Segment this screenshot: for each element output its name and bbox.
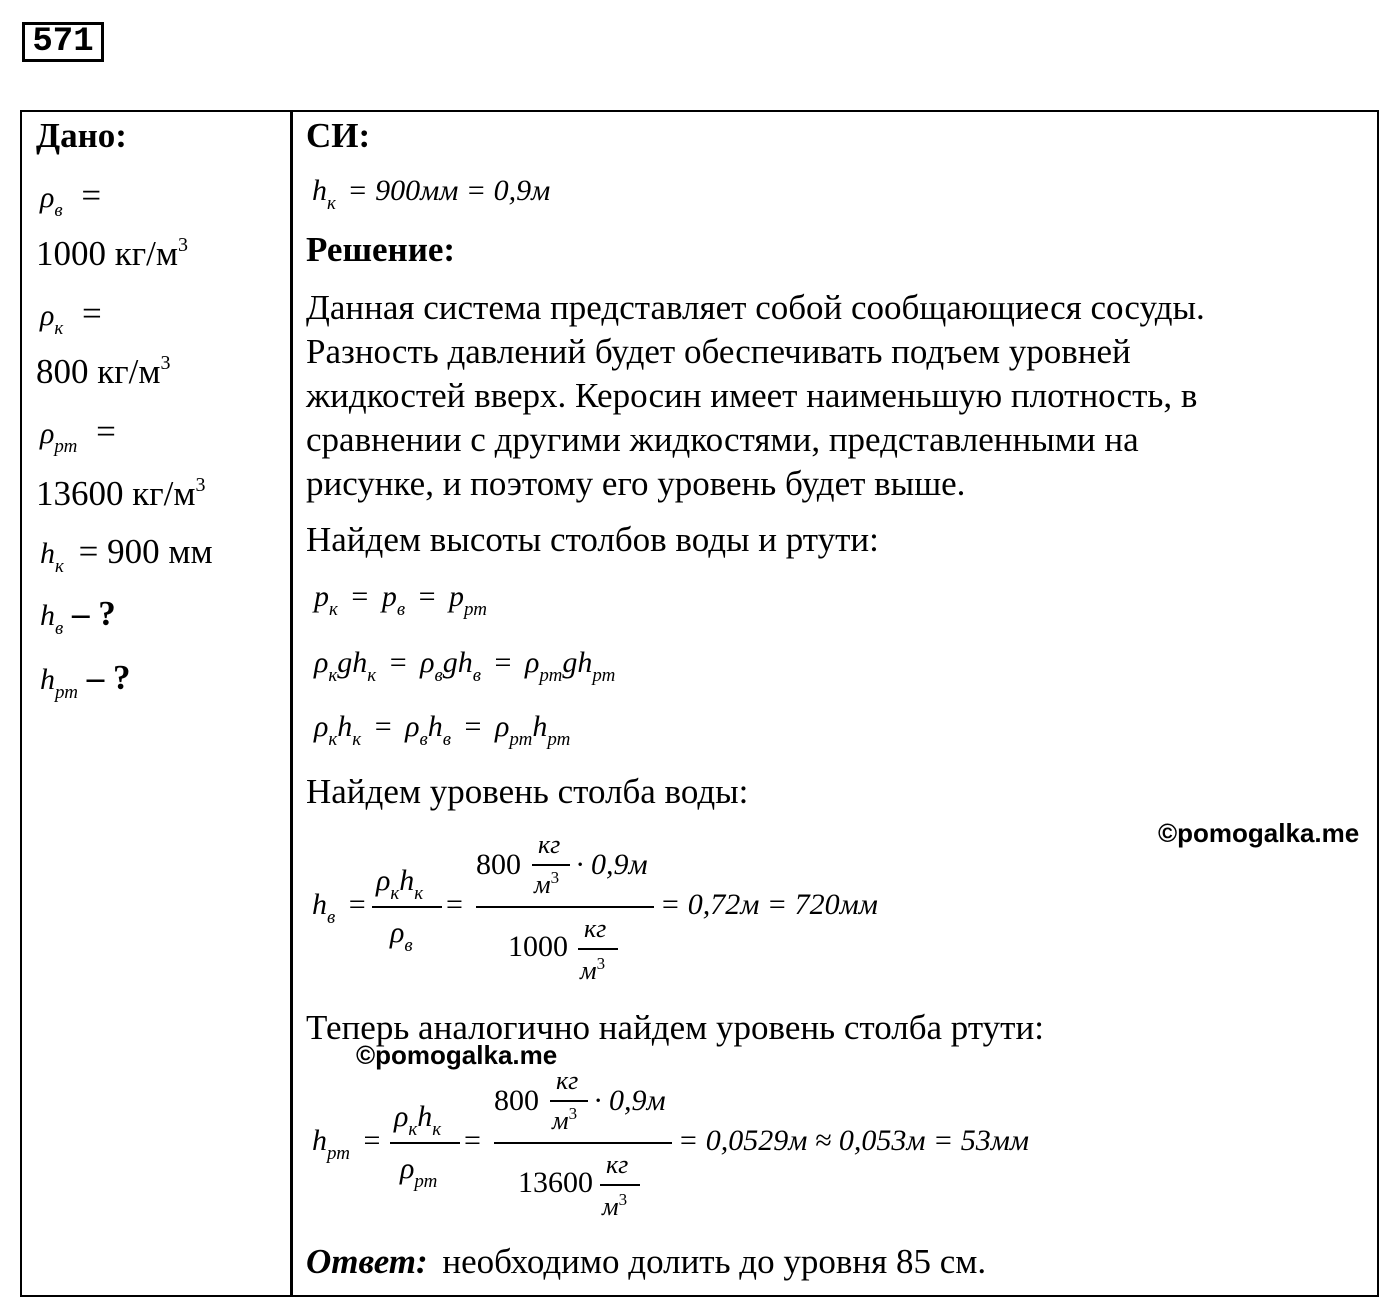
unknown-h-v: $h_в$ – ?	[40, 594, 116, 639]
given-rho-rt-value: 13600 $кг/м^3$	[36, 474, 206, 513]
answer-label: Ответ:	[306, 1242, 428, 1281]
given-rho-k-value: 800 $кг/м^3$	[36, 352, 171, 391]
given-rho-k: $\rho_к$ =	[40, 294, 102, 339]
answer	[306, 1244, 986, 1279]
pressure-formula-equality: $\rho_кgh_к = \rho_вgh_в = \rho_{рт}gh_{рт}$	[314, 646, 616, 686]
si-conversion: $h_к = 900мм = 0,9м$	[312, 174, 551, 214]
solution-header: Решение:	[306, 230, 456, 269]
given-h-k: $h_к = 900$ мм	[40, 532, 213, 577]
unknown-h-rt: $h_{рт}$ – ?	[40, 658, 131, 703]
pressure-equality: $p_к = p_в = p_{рт}$	[314, 580, 487, 620]
density-height-equality: $\rho_кh_к = \rho_вh_в = \rho_{рт}h_{рт}$	[314, 710, 571, 750]
answer-text: необходимо долить до уровня 85 см.	[442, 1242, 987, 1281]
find-mercury-text: Теперь аналогично найдем уровень столба ртути:	[306, 1008, 1044, 1047]
given-rho-v-value: 1000 $кг/м^3$	[36, 234, 188, 273]
given-header: Дано:	[36, 116, 127, 155]
given-rho-rt: $\rho_{рт}$ =	[40, 412, 116, 457]
watermark-2: ©pomogalka.me	[356, 1040, 558, 1070]
solution-paragraph: Данная система представляет собой сообщающиеся сосуды. Разность давлений будет обеспечивать подъем уровней жидкостей вверх. Керосин имеет наименьшую плотность, в сравнении с другими жидкостями, представленными на рисунке, и поэтому его уровень будет выше.	[306, 288, 1205, 503]
given-rho-v: $\rho_в$ =	[40, 176, 102, 221]
find-heights-text: Найдем высоты столбов воды и ртути:	[306, 520, 879, 559]
column-divider	[290, 110, 293, 1297]
problem-number: 571	[22, 22, 104, 62]
si-header: СИ:	[306, 116, 371, 155]
watermark-1: ©pomogalka.me	[1158, 818, 1360, 848]
find-water-text: Найдем уровень столба воды:	[306, 772, 749, 811]
